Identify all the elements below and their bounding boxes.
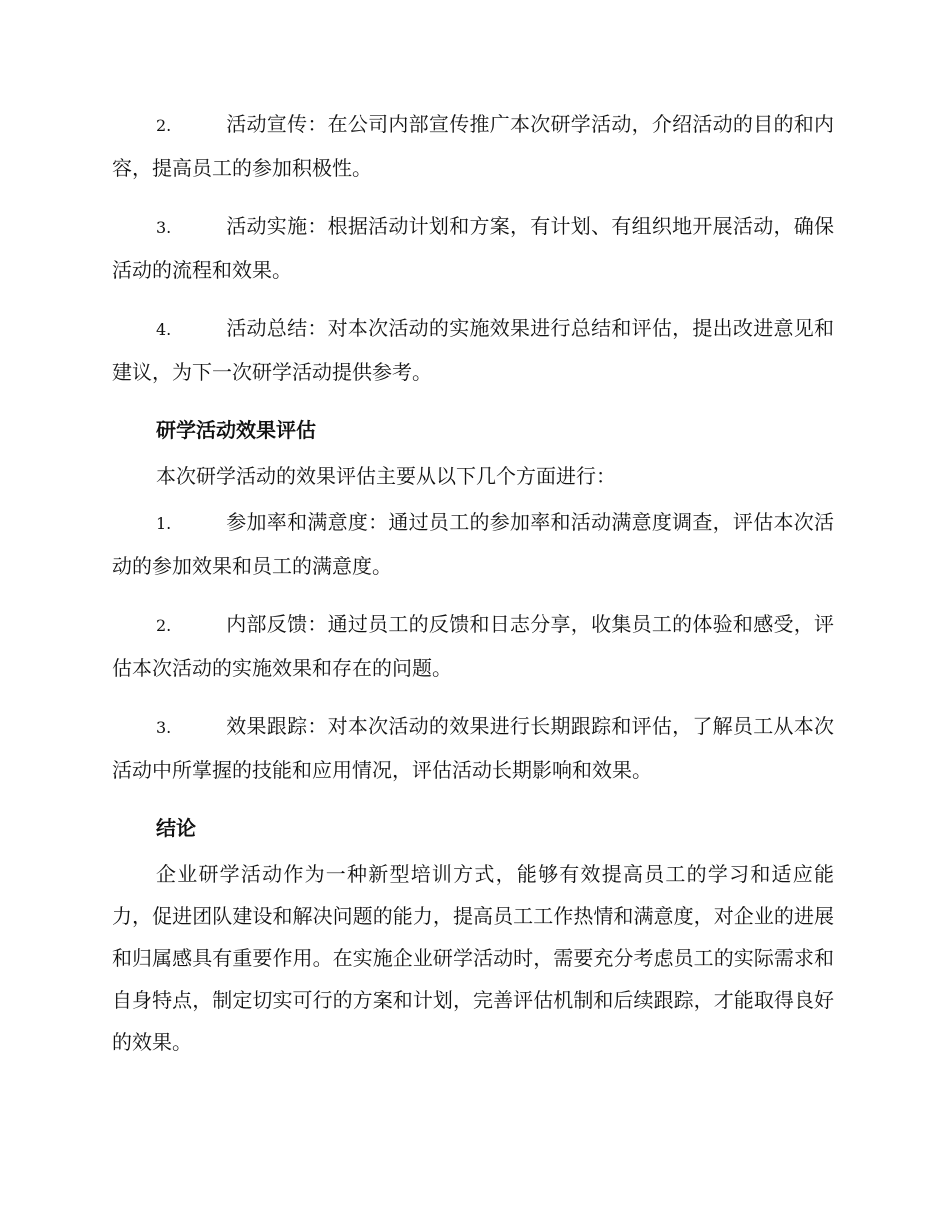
- list-item-text: 活动宣传：在公司内部宣传推广本次研学活动，介绍活动的目的和内容，提高员工的参加积极性。: [112, 112, 834, 180]
- section-intro: 本次研学活动的效果评估主要从以下几个方面进行：: [156, 464, 616, 488]
- conclusion-paragraph: 企业研学活动作为一种新型培训方式，能够有效提高员工的学习和适应能力，促进团队建设和解决问题的能力，提高员工工作热情和满意度，对企业的进展和归属感具有重要作用。在实施企业研学活动时，需要充分考虑员工的实际需求和自身特点，制定切实可行的方案和计划，完善评估机制和后续跟踪，才能取得良好的效果。: [112, 862, 834, 1054]
- list-item-text: 活动实施：根据活动计划和方案，有计划、有组织地开展活动，确保活动的流程和效果。: [112, 214, 834, 282]
- list-item-number: 1.: [156, 514, 172, 533]
- section-heading-evaluation: 研学活动效果评估: [156, 418, 316, 442]
- document-content: [112, 103, 834, 1079]
- section-heading-conclusion: 结论: [156, 816, 196, 840]
- list-item: [112, 205, 834, 291]
- list-item: [112, 307, 834, 393]
- list-item-text: 参加率和满意度：通过员工的参加率和活动满意度调查，评估本次活动的参加效果和员工的满意度。: [112, 510, 834, 578]
- list-item-number: 3.: [156, 218, 172, 237]
- list-item: [112, 705, 834, 791]
- list-item-number: 3.: [156, 718, 172, 737]
- list-item: [112, 501, 834, 587]
- list-item-text: 效果跟踪：对本次活动的效果进行长期跟踪和评估，了解员工从本次活动中所掌握的技能和应用情况，评估活动长期影响和效果。: [112, 714, 834, 782]
- list-item: [112, 103, 834, 189]
- list-item-number: 2.: [156, 616, 172, 635]
- list-item-text: 内部反馈：通过员工的反馈和日志分享，收集员工的体验和感受，评估本次活动的实施效果和存在的问题。: [112, 612, 834, 680]
- list-item-number: 2.: [156, 116, 172, 135]
- list-item-text: 活动总结：对本次活动的实施效果进行总结和评估，提出改进意见和建议，为下一次研学活动提供参考。: [112, 316, 834, 384]
- list-item: [112, 603, 834, 689]
- list-item-number: 4.: [156, 320, 172, 339]
